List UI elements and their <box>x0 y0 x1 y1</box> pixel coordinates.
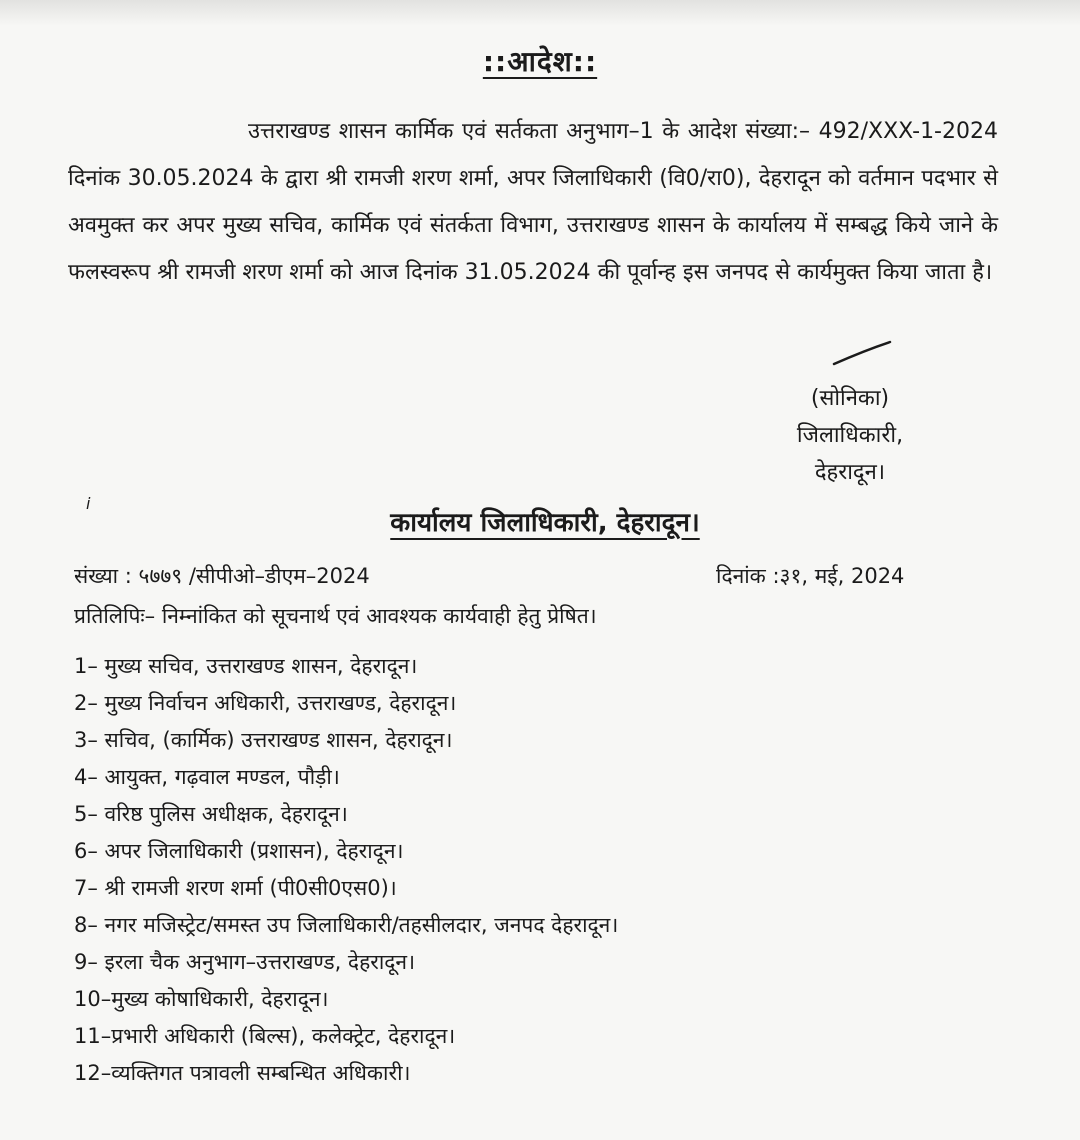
list-item: 3– सचिव, (कार्मिक) उत्तराखण्ड शासन, देहरादून। <box>74 728 453 752</box>
office-heading <box>0 503 1080 539</box>
copy-to-intro: प्रतिलिपिः– निम्नांकित को सूचनार्थ एवं आवश्यक कार्यवाही हेतु प्रेषित। <box>74 604 597 628</box>
list-item: 2– मुख्य निर्वाचन अधिकारी, उत्तराखण्ड, देहरादून। <box>74 691 457 715</box>
reference-number: संख्या : ५७७९ /सीपीओ–डीएम–2024 <box>74 564 370 588</box>
signatory-place: देहरादून। <box>814 460 886 485</box>
list-item: 12–व्यक्तिगत पत्रावली सम्बन्धित अधिकारी। <box>74 1061 411 1085</box>
signatory-block <box>780 380 920 491</box>
stray-mark: i <box>86 494 91 513</box>
order-title-text: ::आदेश:: <box>482 45 598 78</box>
reference-date: दिनांक :३१, मई, 2024 <box>716 564 905 588</box>
order-body-paragraph: उत्तराखण्ड शासन कार्मिक एवं सर्तकता अनुभाग–1 के आदेश संख्या:– 492/XXX-1-2024 दिनांक 30.05.2024 के द्वारा श्री रामजी शरण शर्मा, अपर जिलाधिकारी (वि0/रा0), देहरादून को वर्तमान पदभार से अवमुक्त कर अपर मुख्य सचिव, कार्मिक एवं संतर्कता विभाग, उत्तराखण्ड शासन के कार्यालय में सम्बद्ध किये जाने के फलस्वरूप श्री रामजी शरण शर्मा को आज दिनांक 31.05.2024 की पूर्वान्ह इस जनपद से कार्यमुक्त किया जाता है। <box>68 119 998 285</box>
list-item: 1– मुख्य सचिव, उत्तराखण्ड शासन, देहरादून। <box>74 654 418 678</box>
list-item: 7– श्री रामजी शरण शर्मा (पी0सी0एस0)। <box>74 876 397 900</box>
office-heading-text: कार्यालय जिलाधिकारी, देहरादून। <box>390 508 700 538</box>
list-item: 4– आयुक्त, गढ़वाल मण्डल, पौड़ी। <box>74 765 340 789</box>
order-title <box>0 42 1080 80</box>
list-item: 5– वरिष्ठ पुलिस अधीक्षक, देहरादून। <box>74 802 348 826</box>
signature-mark <box>832 340 892 366</box>
list-item: 10–मुख्य कोषाधिकारी, देहरादून। <box>74 987 329 1011</box>
signatory-name: (सोनिका) <box>810 386 890 411</box>
recipient-list <box>74 648 1004 1092</box>
signatory-designation: जिलाधिकारी, <box>796 423 904 448</box>
reference-row <box>74 562 974 590</box>
list-item: 6– अपर जिलाधिकारी (प्रशासन), देहरादून। <box>74 839 404 863</box>
list-item: 8– नगर मजिस्ट्रेट/समस्त उप जिलाधिकारी/तहसीलदार, जनपद देहरादून। <box>74 913 619 937</box>
list-item: 11–प्रभारी अधिकारी (बिल्स), कलेक्ट्रेट, देहरादून। <box>74 1024 456 1048</box>
list-item: 9– इरला चैक अनुभाग–उत्तराखण्ड, देहरादून। <box>74 950 416 974</box>
